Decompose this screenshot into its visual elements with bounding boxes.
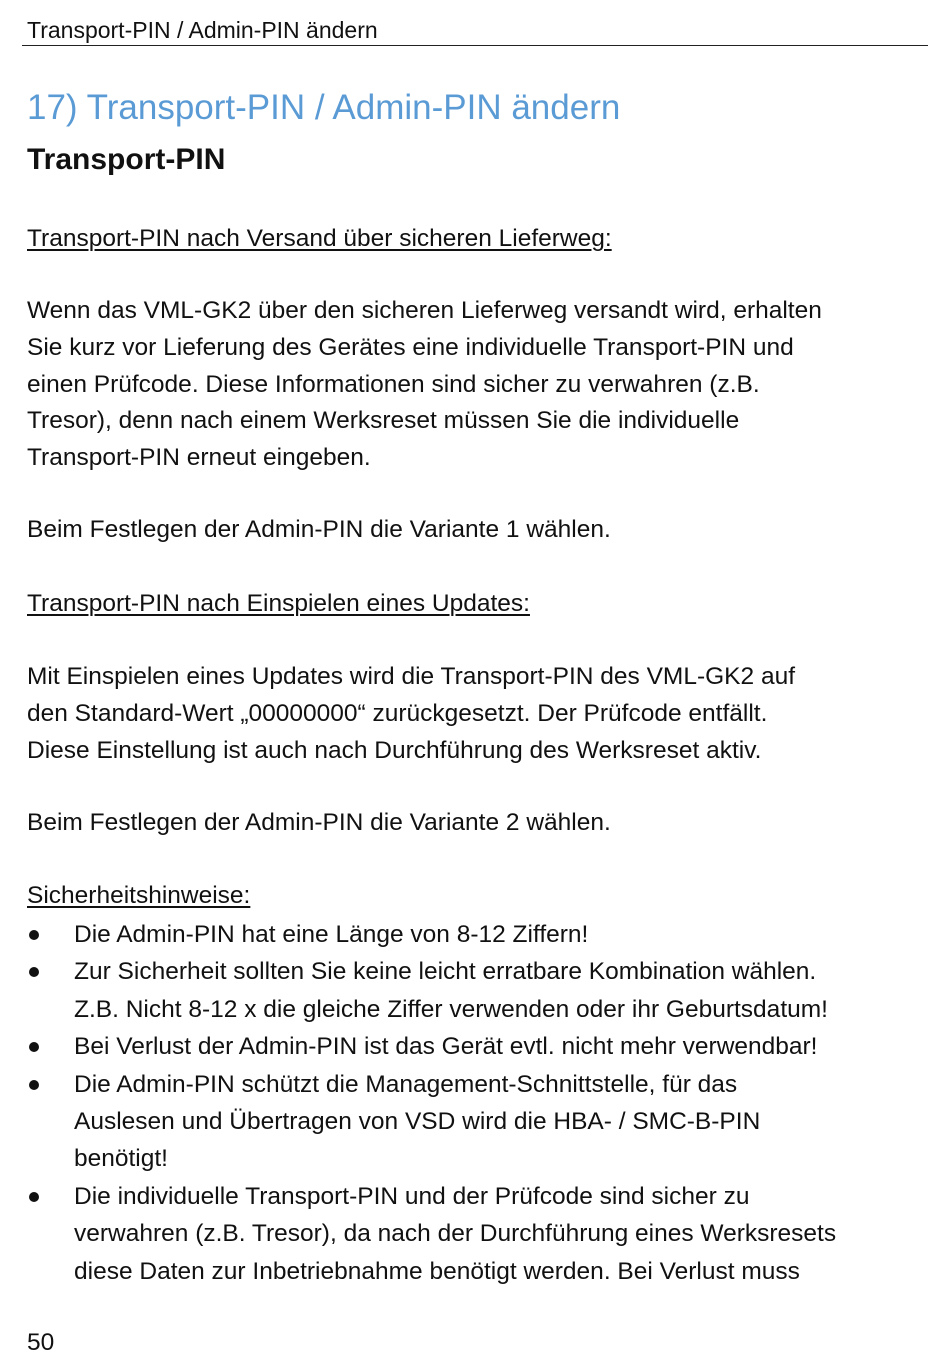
- bullet-line: verwahren (z.B. Tresor), da nach der Durchführung eines Werksresets: [74, 1220, 837, 1248]
- bullet-icon: [29, 930, 39, 940]
- paragraph-line: einen Prüfcode. Diese Informationen sind sicher zu verwahren (z.B.: [27, 370, 760, 398]
- page-number: 50: [27, 1329, 55, 1356]
- security-note-item: [27, 953, 927, 1028]
- paragraph-line: Wenn das VML-GK2 über den sicheren Lieferweg versandt wird, erhalten: [27, 297, 822, 324]
- paragraph-line: Mit Einspielen eines Updates wird die Transport-PIN des VML-GK2 auf: [27, 663, 796, 690]
- paragraph-line: Diese Einstellung ist auch nach Durchführung des Werksreset aktiv.: [27, 736, 762, 764]
- bullet-icon: [29, 1042, 39, 1052]
- bullet-line: diese Daten zur Inbetriebnahme benötigt werden. Bei Verlust muss: [74, 1257, 800, 1285]
- subsection-heading-delivery: Transport-PIN nach Versand über sicheren Lieferweg:: [27, 225, 612, 252]
- bullet-line: Zur Sicherheit sollten Sie keine leicht erratbare Kombination wählen.: [74, 958, 817, 986]
- security-note-item: [27, 916, 927, 953]
- paragraph-update: [27, 659, 795, 769]
- bullet-icon: [29, 967, 39, 977]
- paragraph-line: Sie kurz vor Lieferung des Gerätes eine individuelle Transport-PIN und: [27, 333, 794, 361]
- header-divider: [22, 45, 928, 46]
- subsection-heading-update: Transport-PIN nach Einspielen eines Updates:: [27, 590, 530, 617]
- instruction-variant-1: Beim Festlegen der Admin-PIN die Variante 1 wählen.: [27, 516, 611, 543]
- paragraph-line: Tresor), denn nach einem Werksreset müssen Sie die individuelle: [27, 407, 740, 435]
- bullet-line: Bei Verlust der Admin-PIN ist das Gerät evtl. nicht mehr verwendbar!: [74, 1033, 818, 1061]
- paragraph-delivery: [27, 293, 822, 477]
- bullet-icon: [29, 1192, 39, 1202]
- security-note-item: [27, 1066, 927, 1178]
- bullet-line: benötigt!: [74, 1145, 168, 1173]
- chapter-title: 17) Transport-PIN / Admin-PIN ändern: [27, 88, 621, 127]
- security-notes-list: [27, 916, 927, 1290]
- section-title: Transport-PIN: [27, 143, 226, 176]
- paragraph-line: den Standard-Wert „00000000“ zurückgesetzt. Der Prüfcode entfällt.: [27, 699, 768, 727]
- running-header: Transport-PIN / Admin-PIN ändern: [27, 17, 378, 43]
- paragraph-line: Transport-PIN erneut eingeben.: [27, 444, 371, 472]
- security-note-item: [27, 1028, 927, 1065]
- bullet-icon: [29, 1080, 39, 1090]
- security-note-item: [27, 1178, 927, 1290]
- bullet-line: Die individuelle Transport-PIN und der Prüfcode sind sicher zu: [74, 1182, 750, 1210]
- bullet-line: Die Admin-PIN hat eine Länge von 8-12 Ziffern!: [74, 921, 589, 948]
- bullet-line: Die Admin-PIN schützt die Management-Schnittstelle, für das: [74, 1070, 738, 1098]
- security-notes-heading: Sicherheitshinweise:: [27, 882, 251, 909]
- instruction-variant-2: Beim Festlegen der Admin-PIN die Variante 2 wählen.: [27, 809, 611, 836]
- bullet-line: Auslesen und Übertragen von VSD wird die HBA- / SMC-B-PIN: [74, 1108, 761, 1136]
- bullet-line: Z.B. Nicht 8-12 x die gleiche Ziffer verwenden oder ihr Geburtsdatum!: [74, 995, 828, 1023]
